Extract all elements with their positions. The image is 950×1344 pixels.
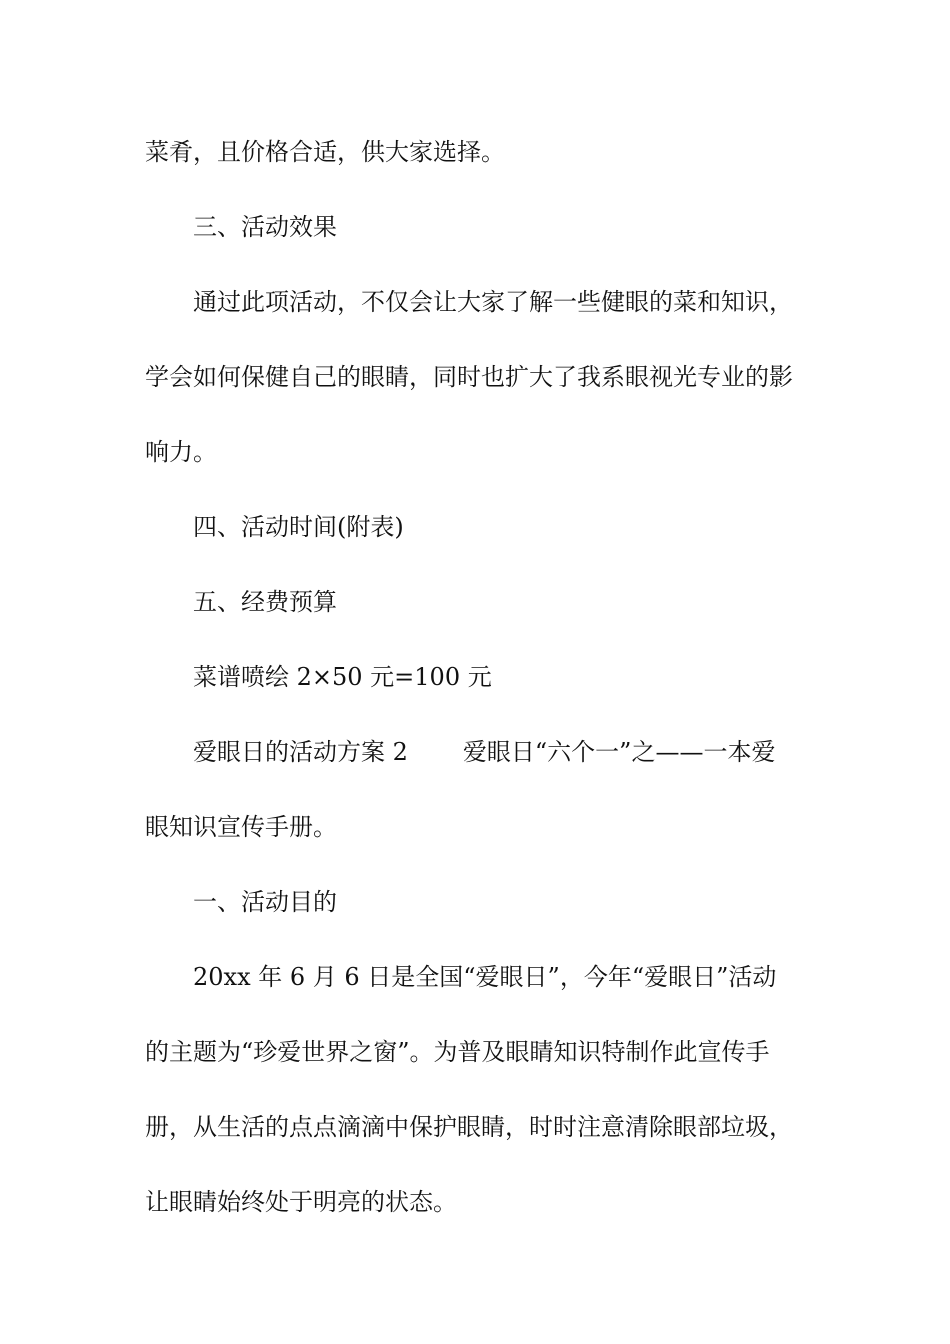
text-line: 让眼睛始终处于明亮的状态。 [145,1188,457,1216]
plan-title: 爱眼日的活动方案 2 [193,738,408,766]
plan-subtitle: 爱眼日“六个一”之——一本爱 [462,738,776,766]
text-line: 20xx 年 6 月 6 日是全国“爱眼日”，今年“爱眼日”活动 [193,963,777,991]
text-line: 菜肴，且价格合适，供大家选择。 [145,138,505,166]
text-line: 眼知识宣传手册。 [145,813,337,841]
section-heading-budget: 五、经费预算 [193,588,337,616]
section-heading-purpose: 一、活动目的 [193,888,337,916]
text-line: 通过此项活动，不仅会让大家了解一些健眼的菜和知识， [193,288,793,316]
budget-item: 菜谱喷绘 2×50 元=100 元 [193,663,492,691]
plan-title-line [145,728,810,803]
text-line: 响力。 [145,438,217,466]
document-body [145,128,810,1253]
text-line: 的主题为“珍爱世界之窗”。为普及眼睛知识特制作此宣传手 [145,1038,770,1066]
text-line: 册，从生活的点点滴滴中保护眼睛，时时注意清除眼部垃圾， [145,1113,793,1141]
text-line: 学会如何保健自己的眼睛，同时也扩大了我系眼视光专业的影 [145,363,793,391]
section-heading-effect: 三、活动效果 [193,213,337,241]
section-heading-time: 四、活动时间(附表) [193,513,404,541]
